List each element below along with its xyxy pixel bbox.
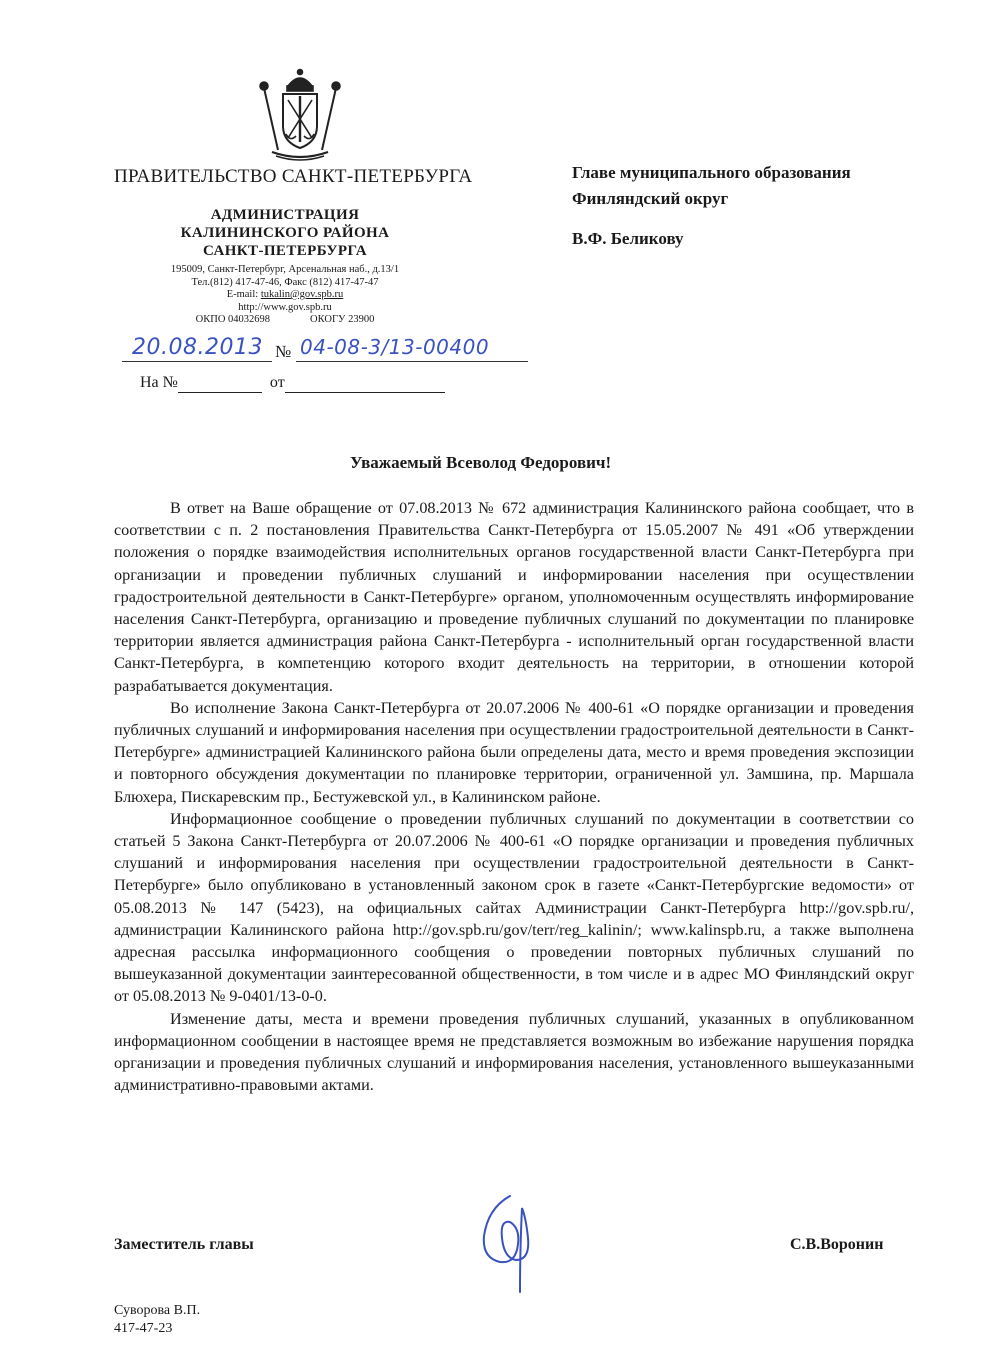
codes-row: [150, 314, 420, 327]
date-underline: [122, 361, 272, 362]
reference-row: [140, 374, 445, 393]
reference-date-blank: [285, 374, 445, 393]
salutation: Уважаемый Всеволод Федорович!: [350, 453, 612, 472]
sender-address: 195009, Санкт-Петербург, Арсенальная наб., д.13/1: [170, 264, 400, 275]
addressee-line: Главе муниципального образования: [572, 163, 851, 182]
registration-number: 04-08-3/13-00400: [300, 335, 490, 359]
government-title: ПРАВИТЕЛЬСТВО САНКТ-ПЕТЕРБУРГА: [114, 166, 473, 187]
addressee-line: Финляндский округ: [572, 189, 729, 208]
website-link[interactable]: http://www.gov.spb.ru: [238, 301, 332, 313]
body-paragraph: Во исполнение Закона Санкт-Петербурга от 20.07.2006 № 400-61 «О порядке организации и проведения публичных слушаний и информирования населения при осуществлении градостроительной деятельности в Санкт-Петербурге» администрацией Калининского района были определены дата, место и время проведения экспозиции и повторного обсуждения документации по планировке территории, ограниченной ул. Замшина, пр. Маршала Блюхера, Пискаревским пр., Бестужевской ул., в Калининском районе.: [114, 698, 914, 806]
body-paragraph: Информационное сообщение о проведении публичных слушаний по документации в соответствии со статьей 5 Закона Санкт-Петербурга от 20.07.2006 № 400-61 «О порядке организации и проведения публичных слушаний и информирования населения при осуществлении градостроительной деятельности в Санкт-Петербурге» было опубликовано в установленный законом срок в газете «Санкт-Петербургские ведомости» от 05.08.2013 № 147 (5423), на официальных сайтах Администрации Санкт-Петербурга http://gov.spb.ru/, администрации Калининского района http://gov.spb.ru/gov/terr/reg_kalinin/; www.kalinspb.ru, а также выполнена адресная рассылка информационного сообщения о проведении повторных публичных слушаний по вышеуказанной документации заинтересованной общественности, в том числе и в адрес МО Финляндский округ от 05.08.2013 № 9-0401/13-0-0.: [114, 809, 914, 1006]
administration-line: САНКТ-ПЕТЕРБУРГА: [202, 243, 367, 259]
letter-body: [114, 497, 914, 1096]
reference-from-label: от: [269, 374, 285, 391]
administration-line: КАЛИНИНСКОГО РАЙОНА: [180, 225, 390, 241]
executor-phone: 417-47-23: [114, 1321, 173, 1336]
coat-of-arms-icon: [250, 64, 350, 164]
registration-date: 20.08.2013: [132, 335, 263, 360]
executor-block: [114, 1302, 200, 1338]
sender-email-row: [150, 289, 420, 302]
email-label: E-mail:: [226, 289, 261, 300]
signatory-title: Заместитель главы: [114, 1236, 254, 1253]
number-underline: [296, 361, 528, 362]
okpo-code: ОКПО 04032698: [195, 314, 271, 325]
handwritten-signature: [470, 1188, 550, 1298]
number-sign: №: [275, 342, 292, 361]
addressee-block: [572, 160, 851, 252]
executor-name: Суворова В.П.: [114, 1303, 201, 1318]
reference-label: На №: [140, 374, 178, 391]
administration-line: АДМИНИСТРАЦИЯ: [210, 207, 360, 223]
body-paragraph: В ответ на Ваше обращение от 07.08.2013 № 672 администрация Калининского района сообщает, что в соответствии с п. 2 постановления Правительства Санкт-Петербурга от 15.05.2007 № 491 «Об утверждении положения о порядке взаимодействия исполнительных органов государственной власти Санкт-Петербурга при организации и проведении публичных слушаний и информировании населения при осуществлении градостроительной деятельности в Санкт-Петербурге» органом, уполномоченным осуществлять информирование населения Санкт-Петербурга, организацию и проведение публичных слушаний по документации по планировке территории является администрация района Санкт-Петербурга - исполнительный орган государственной власти Санкт-Петербурга, в компетенцию которого входит деятельность на территории, в отношении которой разрабатывается документация.: [114, 499, 914, 695]
email-link[interactable]: tukalin@gov.spb.ru: [260, 289, 344, 300]
reference-number-blank: [178, 374, 262, 393]
sender-phone: Тел.(812) 417-47-46, Факс (812) 417-47-47: [191, 276, 379, 288]
body-paragraph: Изменение даты, места и времени проведения публичных слушаний, указанных в опубликованном информационном сообщении в настоящее время не представляется возможным во избежание нарушения порядка организации и проведения публичных слушаний и информирования населения, установленного вышеуказанными административно-правовыми актами.: [114, 1009, 914, 1095]
signatory-name: С.В.Воронин: [790, 1236, 884, 1253]
okogu-code: ОКОГУ 23900: [310, 314, 375, 325]
administration-block: [150, 206, 420, 327]
addressee-name: В.Ф. Беликову: [572, 229, 684, 248]
